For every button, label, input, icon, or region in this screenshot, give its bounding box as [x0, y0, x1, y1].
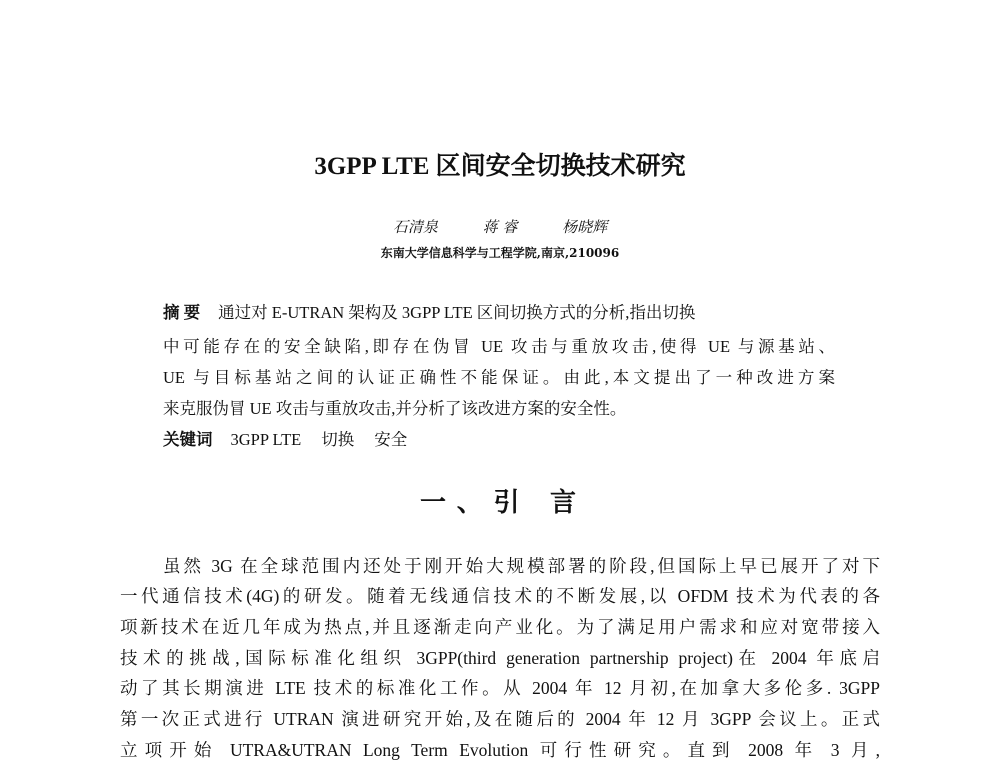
body-line: 项新技术在近几年成为热点,并且逐渐走向产业化。为了满足用户需求和应对宽带接入 [120, 617, 880, 637]
body-line: 立项开始 UTRA&UTRAN Long Term Evolution 可行性研究。直到 2008 年 3 月, [120, 740, 880, 760]
keyword: 切换 [321, 430, 355, 449]
abstract-text: 通过对 E-UTRAN 架构及 3GPP LTE 区间切换方式的分析,指出切换 [218, 303, 696, 322]
abstract-line: 中可能存在的安全缺陷,即存在伪冒 UE 攻击与重放攻击,使得 UE 与源基站、 [163, 337, 835, 356]
abstract-label: 摘 要 [163, 303, 201, 322]
author-list [0, 216, 1000, 237]
body-line: 技术的挑战,国际标准化组织 3GPP(third generation partnership project)在 2004 年底启 [120, 648, 880, 668]
keyword: 安全 [374, 430, 408, 449]
author: 石清泉 [392, 218, 438, 236]
section-heading: 一、引 言 [420, 488, 576, 518]
body-line: 虽然 3G 在全球范围内还处于刚开始大规模部署的阶段,但国际上早已展开了对下 [163, 556, 880, 576]
abstract-line: 来克服伪冒 UE 攻击与重放攻击,并分析了该改进方案的安全性。 [163, 399, 627, 418]
keyword: 3GPP LTE [230, 430, 302, 449]
affiliation: 东南大学信息科学与工程学院,南京,210096 [380, 246, 620, 260]
body-line: 第一次正式进行 UTRAN 演进研究开始,及在随后的 2004 年 12 月 3GPP 会议上。正式 [120, 709, 880, 729]
abstract-line [163, 301, 835, 325]
body-line: 一代通信技术(4G)的研发。随着无线通信技术的不断发展,以 OFDM 技术为代表的各 [120, 586, 880, 606]
keywords [163, 428, 835, 452]
abstract-line: UE 与目标基站之间的认证正确性不能保证。由此,本文提出了一种改进方案 [163, 368, 835, 387]
body-line: 动了其长期演进 LTE 技术的标准化工作。从 2004 年 12 月初,在加拿大多伦多. 3GPP [120, 678, 880, 698]
keywords-label: 关键词 [163, 430, 213, 449]
paper-title: 3GPP LTE 区间安全切换技术研究 [314, 153, 686, 180]
author: 蒋 睿 [482, 218, 518, 236]
author: 杨晓辉 [562, 218, 608, 236]
